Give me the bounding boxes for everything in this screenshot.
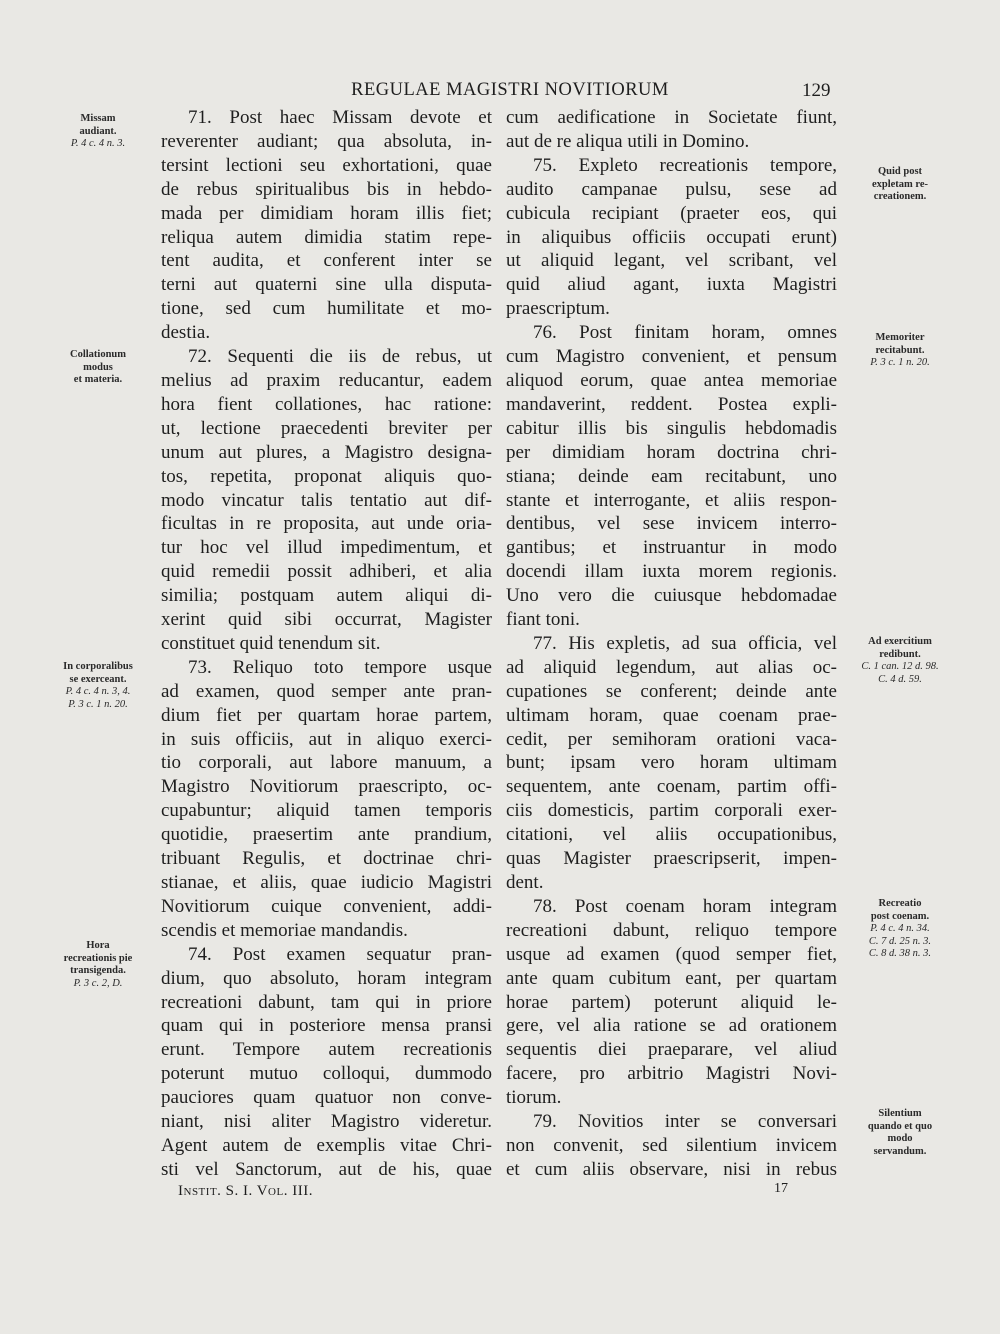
text-line: tio corporali, aut labore manuum, a — [161, 752, 492, 774]
text-line: gantibus; et instruantur in modo — [506, 537, 837, 559]
text-line: ante quam cubitum eant, per quartam — [506, 967, 837, 989]
text-line: et cum aliis observare, nisi in rebus — [506, 1158, 837, 1180]
text-line: tiorum. — [506, 1087, 562, 1109]
text-line: 78. Post coenam horam integram — [533, 895, 837, 917]
margin-note-line: Memoriter — [875, 332, 925, 343]
text-line: stiana; deinde eam recitabunt, uno — [506, 465, 837, 487]
text-line: stianae, et aliis, quae iudicio Magistri — [161, 872, 492, 893]
margin-note-reference: P. 4 c. 4 n. 3, 4. — [65, 686, 131, 698]
text-line: stante et interrogante, et aliis respon- — [506, 489, 837, 511]
margin-note-line: modus — [83, 361, 113, 373]
margin-note-line: servandum. — [873, 1145, 927, 1157]
text-line: praescriptum. — [506, 298, 610, 320]
text-line: 73. Reliquo toto tempore usque — [188, 656, 492, 678]
page-number: 129 — [802, 80, 831, 101]
text-line: bunt; ipsam vero horam ultimam — [506, 752, 837, 774]
text-line: gere, vel alia ratione se ad orationem — [506, 1015, 837, 1037]
text-line: modo vincatur talis tentatio aut dif- — [161, 489, 492, 511]
margin-note-line: recitabunt. — [875, 344, 925, 356]
text-line: 72. Sequenti die iis de rebus, ut — [188, 346, 492, 368]
text-line: ad examen, quod semper ante pran- — [161, 680, 492, 702]
margin-note-line: recreationis pie — [63, 952, 133, 964]
text-line: usque ad examen (quod semper fiet, — [506, 943, 837, 965]
margin-note-line: redibunt. — [879, 648, 921, 660]
text-line: quotidie, praesertim ante prandium, — [161, 824, 492, 846]
text-line: ciis domesticis, partim corporali exer- — [506, 800, 837, 822]
margin-note-reference: P. 4 c. 4 n. 34. — [870, 923, 930, 935]
text-line: non convenit, sed silentium invicem — [506, 1134, 837, 1156]
text-line: destia. — [161, 322, 211, 344]
text-line: cupabuntur; aliquid tamen temporis — [161, 800, 492, 822]
text-line: reliqua autem dimidia statim repe- — [161, 226, 492, 248]
text-line: Uno vero die cuiusque hebdomadae — [506, 585, 837, 607]
left-text-column — [161, 106, 492, 1182]
margin-note-line: post coenam. — [870, 910, 930, 922]
text-line: sti vel Sanctorum, aut de his, quae — [161, 1158, 492, 1180]
text-line: quam qui in posteriore mensa pransi — [161, 1015, 492, 1037]
text-line: tersint lectioni seu exhortationi, quae — [161, 154, 492, 176]
margin-note-line: modo — [887, 1133, 913, 1145]
margin-note-reference: C. 7 d. 25 n. 3. — [868, 935, 932, 947]
text-line: reverenter audiant; qua absoluta, in- — [161, 130, 492, 152]
margin-note-line: Quid post — [877, 166, 923, 177]
footer-signature: Instit. S. I. Vol. III. — [178, 1183, 313, 1199]
text-line: hora fient collationes, hac ratione: — [161, 393, 492, 415]
text-line: sequentem, ante coenam, partim offi- — [506, 776, 837, 798]
margin-note-line: expletam re- — [871, 178, 929, 190]
running-title: REGULAE MAGISTRI NOVITIORUM — [351, 80, 669, 100]
text-line: ultimam horam, quae coenam prae- — [506, 704, 837, 726]
margin-note-line: Ad exercitium — [868, 636, 932, 647]
text-line: cupationes se conferent; deinde ante — [506, 680, 837, 702]
text-line: citationi, vel aliis occupationibus, — [506, 824, 837, 846]
text-line: audito campanae pulsu, sese ad — [506, 178, 837, 200]
margin-note-reference: C. 1 can. 12 d. 98. — [861, 661, 939, 673]
text-line: xerint quid sibi occurrat, Magister — [161, 609, 492, 631]
text-line: terni aut quaterni sine ulla disputa- — [161, 274, 492, 296]
text-line: niant, nisi aliter Magistro videretur. — [161, 1111, 492, 1133]
margin-note-exercitium — [842, 636, 958, 686]
margin-note-reference: C. 8 d. 38 n. 3. — [868, 948, 932, 960]
text-line: pauciores quam quatuor non conve- — [161, 1087, 492, 1109]
text-line: dentibus, vel sese invicem interro- — [506, 513, 837, 535]
text-line: ficultas in re proposita, aut unde oria- — [161, 513, 492, 535]
text-line: dium, quo absoluto, horam integram — [161, 967, 492, 989]
text-line: quas Magister praescripserit, impen- — [506, 848, 837, 870]
margin-note-line: quando et quo — [867, 1120, 933, 1132]
margin-note-reference: P. 3 c. 1 n. 20. — [870, 357, 930, 369]
text-line: tribuant Regulis, et doctrinae chri- — [161, 848, 492, 870]
margin-note-collationum — [48, 349, 148, 387]
margin-note-reference: P. 4 c. 4 n. 3. — [70, 138, 126, 150]
text-line: 74. Post examen sequatur pran- — [188, 943, 492, 965]
text-line: sequentis diei praeparare, vel aliud — [506, 1039, 837, 1061]
margin-note-line: Collationum — [69, 349, 126, 360]
text-line: aut de re aliqua utili in Domino. — [506, 130, 750, 152]
text-line: unum aut plures, a Magistro designa- — [161, 441, 492, 463]
text-line: horae partem) poterunt aliquid le- — [506, 991, 837, 1013]
text-line: cabitur illis bis singulis hebdomadis — [506, 417, 837, 439]
text-line: Novitiorum cuique convenient, addi- — [161, 895, 492, 917]
text-line: per dimidiam horam doctrina chri- — [506, 441, 837, 463]
text-line: dent. — [506, 872, 544, 893]
text-line: Magistro Novitiorum praescripto, oc- — [161, 776, 492, 798]
text-line: cum Magistro convenient, et pensum — [506, 346, 837, 368]
margin-note-recreatio — [842, 898, 958, 961]
text-line: cum aedificatione in Societate fiunt, — [506, 107, 837, 128]
text-line: constituet quid tenendum sit. — [161, 632, 381, 654]
text-line: quid aliud agant, iuxta Magistri — [506, 274, 837, 296]
margin-note-corporalibus — [44, 661, 152, 711]
text-line: ut, lectione praecedenti breviter per — [161, 417, 492, 439]
margin-note-missam — [48, 113, 148, 151]
text-line: in aliquibus officiis occupati erunt) — [506, 226, 837, 248]
text-line: ut aliquid legant, vel scribant, vel — [506, 250, 837, 272]
margin-note-line: In corporalibus — [63, 661, 133, 672]
text-line: 76. Post finitam horam, omnes — [533, 322, 837, 344]
text-line: facere, pro arbitrio Magistri Novi- — [506, 1063, 837, 1085]
margin-note-line: Silentium — [878, 1108, 922, 1119]
margin-note-line: et materia. — [73, 374, 123, 386]
margin-note-memoriter — [846, 332, 954, 370]
margin-note-line: creationem. — [873, 191, 927, 203]
text-line: 77. His expletis, ad sua officia, vel — [533, 632, 837, 654]
text-line: mandaverint, reddent. Postea expli- — [506, 393, 837, 415]
margin-note-silentium — [846, 1108, 954, 1158]
text-line: poterunt mutuo colloqui, dummodo — [161, 1063, 492, 1085]
text-line: tos, repetita, proponat aliquis quo- — [161, 465, 492, 487]
text-line: de rebus spiritualibus bis in hebdo- — [161, 178, 492, 200]
margin-note-line: transigenda. — [70, 965, 126, 977]
text-line: cedit, per semihoram orationi vaca- — [506, 728, 837, 750]
margin-note-line: se exerceant. — [69, 673, 127, 685]
text-line: docendi illam iuxta morem regionis. — [506, 561, 837, 583]
text-line: mada per dimidiam horam illis fiet; — [161, 202, 492, 224]
text-line: ad aliquid legendum, aut alias oc- — [506, 656, 837, 678]
text-line: aliquod eorum, quae antea memoriae — [506, 369, 837, 391]
right-text-column — [506, 106, 837, 1182]
footer-sheet-number: 17 — [774, 1181, 788, 1196]
text-line: 75. Expleto recreationis tempore, — [533, 154, 837, 176]
margin-note-recreationis — [44, 940, 152, 990]
text-line: recreationi dabunt, tam qui in priore — [161, 991, 492, 1013]
text-line: tur hoc vel illud impedimentum, et — [161, 537, 492, 559]
text-line: quid remedii possit adhiberi, et alia — [161, 561, 492, 583]
margin-note-reference: P. 3 c. 1 n. 20. — [68, 698, 128, 710]
text-line: tent audita, et conferent inter se — [161, 250, 492, 272]
margin-note-quid-post — [846, 166, 954, 204]
text-line: tione, sed cum humilitate et mo- — [161, 298, 492, 320]
margin-note-line: Missam — [80, 113, 116, 124]
text-line: fiant toni. — [506, 609, 580, 631]
text-line: 79. Novitios inter se conversari — [533, 1111, 837, 1133]
text-line: melius ad praxim reducantur, eadem — [161, 369, 492, 391]
margin-note-line: audiant. — [79, 125, 117, 137]
margin-note-reference: C. 4 d. 59. — [878, 673, 922, 685]
margin-note-line: Hora — [86, 940, 110, 951]
text-line: in suis officiis, aut in aliquo exerci- — [161, 728, 492, 750]
margin-note-reference: P. 3 c. 2, D. — [73, 977, 123, 989]
text-line: recreationi dabunt, reliquo tempore — [506, 919, 837, 941]
text-line: scendis et memoriae mandandis. — [161, 919, 408, 941]
text-line: erunt. Tempore autem recreationis — [161, 1039, 492, 1061]
margin-note-line: Recreatio — [878, 898, 922, 909]
text-line: Agent autem de exemplis vitae Chri- — [161, 1134, 492, 1156]
text-line: cubicula recipiant (praeter eos, qui — [506, 202, 837, 224]
text-line: similia; postquam autem aliqui di- — [161, 585, 492, 607]
text-line: 71. Post haec Missam devote et — [188, 107, 492, 128]
text-line: dium fiet per quartam horae partem, — [161, 704, 492, 726]
